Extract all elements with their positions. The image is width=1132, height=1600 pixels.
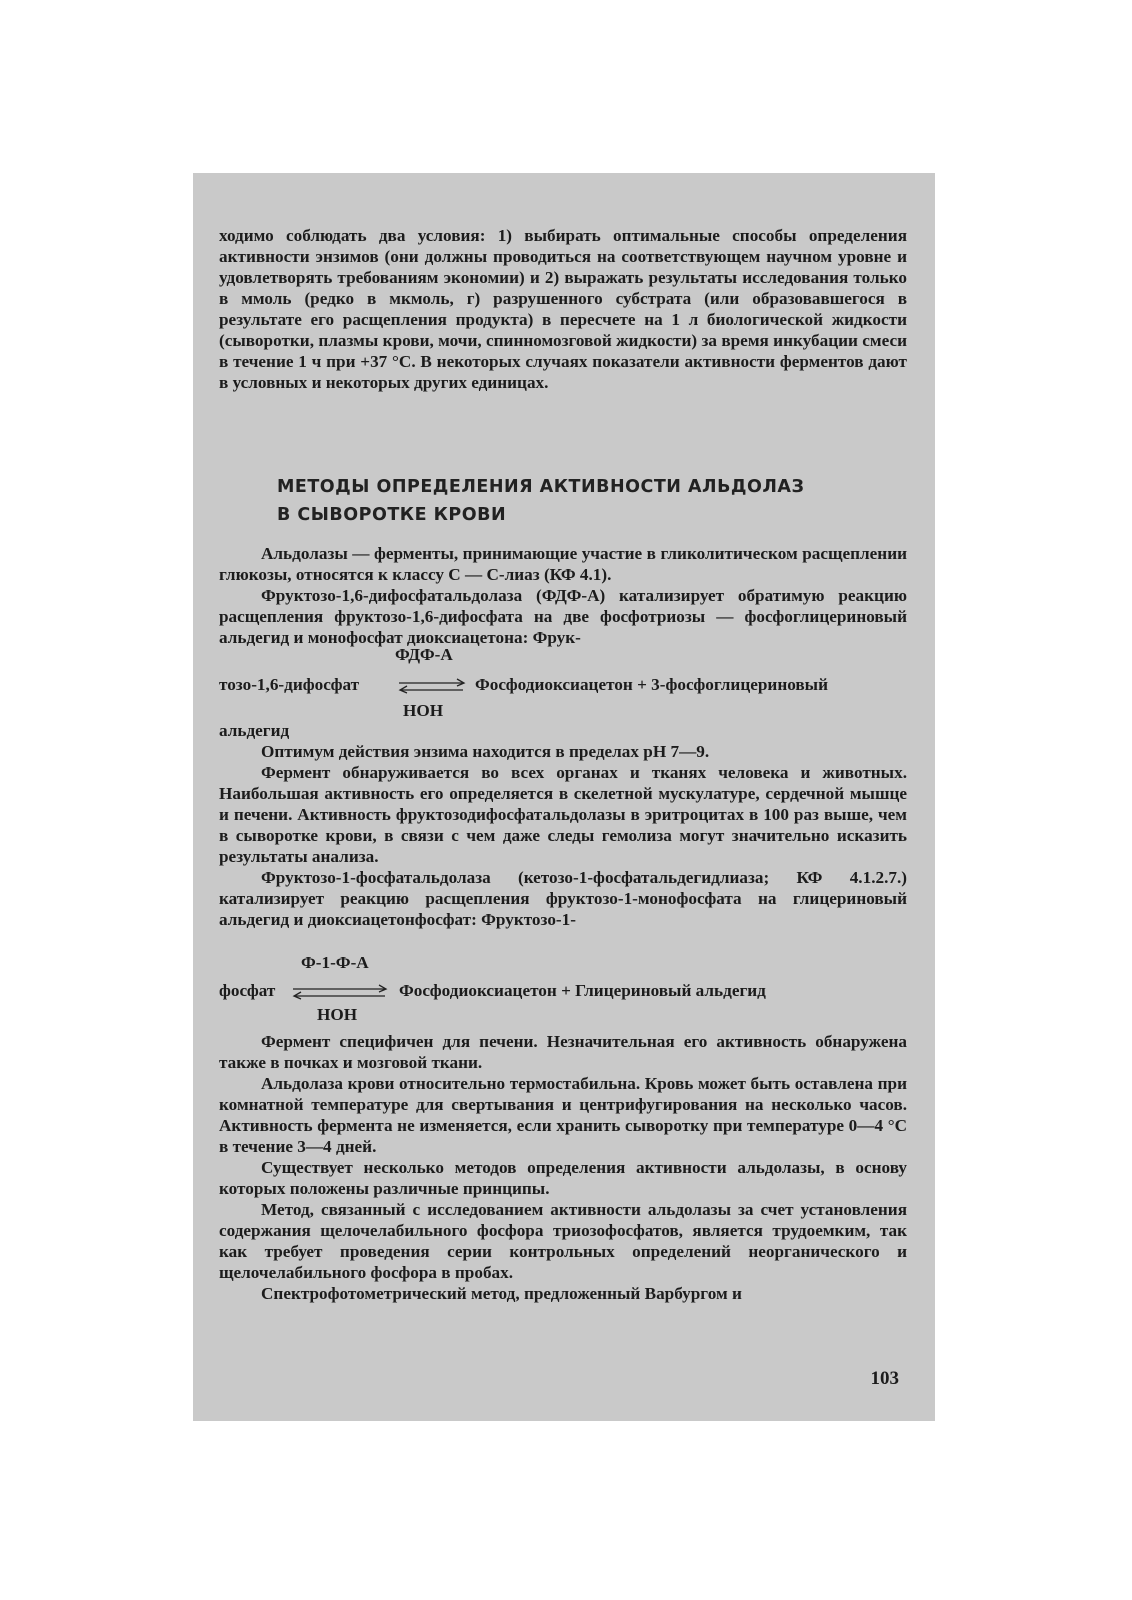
equation-1-tail: [219, 720, 907, 741]
paragraph-thermostability: Альдолаза крови относительно термостабильна. Кровь может быть оставлена при комнатной температуре для свертывания и центрифугирования на несколько часов. Активность фермента не изменяется, если хранить сыворотку при температуре 0—4 °С в течение 3—4 дней.: [219, 1074, 907, 1156]
heading-line-1: МЕТОДЫ ОПРЕДЕЛЕНИЯ АКТИВНОСТИ АЛЬДОЛАЗ: [277, 477, 805, 497]
reversible-arrow-icon: [397, 677, 467, 695]
section-heading: [277, 473, 877, 529]
paragraph-aldolases: Альдолазы — ферменты, принимающие участие в гликолитическом расщеплении глюкозы, относятся к классу С — С-лиаз (КФ 4.1).: [219, 544, 907, 584]
enzyme-text-block: [219, 741, 907, 930]
paragraph-enzyme-distribution: Фермент обнаруживается во всех органах и тканях человека и животных. Наибольшая активность его определяется в скелетной мускулатуре, сердечной мышце и печени. Активность фруктозодифосфатальдолазы в эритроцитах в 100 раз выше, чем в сыворотке крови, в связи с чем даже следы гемолиза могут значительно исказить результаты анализа.: [219, 763, 907, 866]
reaction-equation-1: [219, 645, 919, 725]
paragraph-conditions: ходимо соблюдать два условия: 1) выбирать оптимальные способы определения активности энзимов (они должны проводиться на соответствующем научном уровне и удовлетворять требованиям экономии) и 2) выражать результаты исследования только в ммоль (редко в мкмоль, г) разрушенного субстрата (или образовавшегося в результате его расщепления продукта) в пересчете на 1 л биологической жидкости (сыворотки, плазмы крови, мочи, спинномозговой жидкости) за время инкубации смеси в течение 1 ч при +37 °С. В некоторых случаях показатели активности ферментов дают в условных и некоторых других единицах.: [219, 226, 907, 392]
products-label-1: Фосфодиоксиацетон + 3-фосфоглицериновый: [475, 675, 829, 694]
intro-text-block: [219, 225, 907, 393]
cofactor-hoh-2: НОН: [317, 1005, 358, 1024]
enzyme-label-fdfa: ФДФ-А: [395, 645, 453, 664]
page-number: 103: [870, 1368, 899, 1389]
paragraph-phosphorus-method: Метод, связанный с исследованием активности альдолазы за счет установления содержания щелочелабильного фосфора триозофосфатов, является трудоемким, так как требует проведения серии контрольных определений неорганического и щелочелабильного фосфора в пробах.: [219, 1200, 907, 1282]
cofactor-hoh-1: НОН: [403, 701, 444, 720]
equation-1-tail-text: альдегид: [219, 721, 290, 740]
paragraph-f1fa: Фруктозо-1-фосфатальдолаза (кетозо-1-фосфатальдегидлиаза; КФ 4.1.2.7.) катализирует реакцию расщепления фруктозо-1-монофосфата на глицериновый альдегид и диоксиацетонфосфат: Фруктозо-1-: [219, 868, 907, 929]
paragraph-liver-specific: Фермент специфичен для печени. Незначительная его активность обнаружена также в почках и мозговой ткани.: [219, 1032, 907, 1072]
paragraph-optimum: Оптимум действия энзима находится в пределах рН 7—9.: [261, 742, 710, 761]
heading-line-2: В СЫВОРОТКЕ КРОВИ: [277, 505, 507, 525]
paragraph-methods: Существует несколько методов определения активности альдолазы, в основу которых положены различные принципы.: [219, 1158, 907, 1198]
methods-text-block: [219, 1031, 907, 1304]
aldolase-text-block: [219, 543, 907, 648]
reaction-equation-2: [219, 953, 919, 1033]
scanned-page: [193, 173, 935, 1421]
reversible-arrow-icon-2: [291, 983, 389, 1001]
substrate-label: тозо-1,6-дифосфат: [219, 675, 360, 694]
substrate-label-2: фосфат: [219, 981, 276, 1000]
enzyme-label-f1fa: Ф-1-Ф-А: [301, 953, 369, 972]
products-label-2: Фосфодиоксиацетон + Глицериновый альдегид: [399, 981, 766, 1000]
paragraph-spectrophotometric: Спектрофотометрический метод, предложенный Варбургом и: [261, 1284, 742, 1303]
paragraph-fdfa: Фруктозо-1,6-дифосфатальдолаза (ФДФ-А) катализирует обратимую реакцию расщепления фруктозо-1,6-дифосфата на две фосфотриозы — фосфоглицериновый альдегид и монофосфат диоксиацетона: Фрук-: [219, 586, 907, 647]
